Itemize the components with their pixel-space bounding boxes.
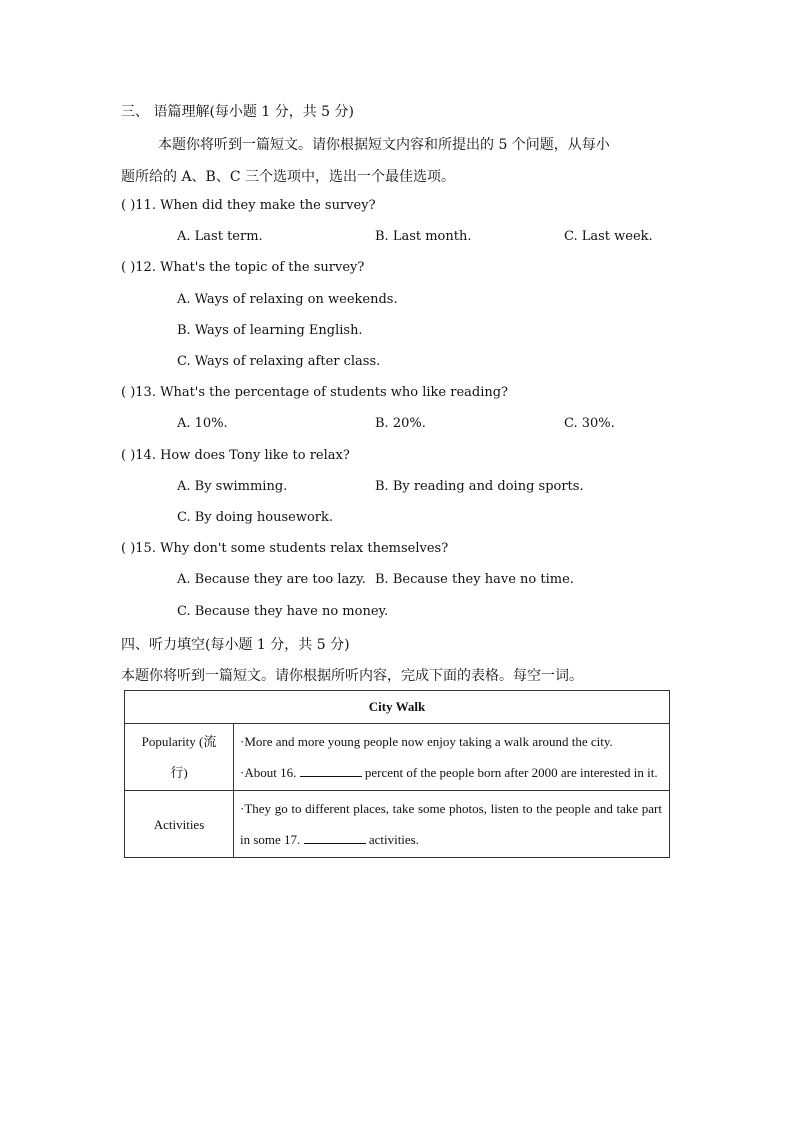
question-stem: 13. What's the percentage of students who like reading? [135, 385, 509, 400]
section-4-instruction: 本题你将听到一篇短文。请你根据所听内容，完成下面的表格。每空一词。 [121, 668, 583, 684]
sentence-text: ·About 16. [240, 765, 300, 780]
question-stem: 14. How does Tony like to relax? [135, 448, 350, 463]
q15-option-b: B. Because they have no time. [375, 572, 574, 587]
question-15 [121, 541, 448, 556]
sentence-text: ·They go to different places, take some photos, listen to the people and take part in some 17. [240, 801, 662, 847]
popularity-sentence-2 [240, 757, 662, 788]
section-4-heading: 四、听力填空(每小题 1 分，共 5 分) [121, 637, 350, 653]
section-3-instruction-line-2: 题所给的 A、B、C 三个选项中，选出一个最佳选项。 [121, 169, 456, 185]
q11-option-b: B. Last month. [375, 229, 472, 244]
answer-bracket[interactable]: ( ) [121, 198, 136, 213]
q14-option-b: B. By reading and doing sports. [375, 479, 584, 494]
table-title: City Walk [125, 691, 670, 724]
q13-option-c: C. 30%. [564, 416, 615, 431]
question-11 [121, 198, 376, 213]
answer-bracket[interactable]: ( ) [121, 448, 136, 463]
section-3-instruction-line-1: 本题你将听到一篇短文。请你根据短文内容和所提出的 5 个问题，从每小 [158, 137, 610, 153]
section-3-heading: 三、 语篇理解(每小题 1 分，共 5 分) [121, 104, 354, 120]
sentence-text: percent of the people born after 2000 are interested in it. [361, 765, 658, 780]
question-stem: 12. What's the topic of the survey? [135, 260, 365, 275]
q14-option-a: A. By swimming. [177, 479, 288, 494]
city-walk-table [124, 690, 670, 858]
q12-option-b: B. Ways of learning English. [177, 323, 363, 338]
blank-17[interactable] [304, 829, 366, 844]
question-stem: 15. Why don't some students relax themselves? [135, 541, 449, 556]
q11-option-a: A. Last term. [177, 229, 263, 244]
table-row-popularity [125, 724, 670, 791]
table-row-activities [125, 791, 670, 858]
q13-option-b: B. 20%. [375, 416, 426, 431]
question-14 [121, 448, 350, 463]
answer-bracket[interactable]: ( ) [121, 385, 136, 400]
question-stem: 11. When did they make the survey? [135, 198, 376, 213]
q14-option-c: C. By doing housework. [177, 510, 334, 525]
popularity-sentence-1: ·More and more young people now enjoy taking a walk around the city. [240, 734, 613, 749]
row-label-popularity [125, 724, 234, 791]
activities-sentence [240, 793, 662, 855]
q15-option-a: A. Because they are too lazy. [177, 572, 366, 587]
answer-bracket[interactable]: ( ) [121, 260, 136, 275]
question-12 [121, 260, 364, 275]
row-label-activities: Activities [125, 791, 234, 858]
row-content-activities [234, 791, 670, 858]
answer-bracket[interactable]: ( ) [121, 541, 136, 556]
q12-option-c: C. Ways of relaxing after class. [177, 354, 381, 369]
row-label-line-2: 行) [170, 765, 188, 780]
q13-option-a: A. 10%. [177, 416, 228, 431]
question-13 [121, 385, 508, 400]
q15-option-c: C. Because they have no money. [177, 604, 389, 619]
blank-16[interactable] [300, 762, 362, 777]
sentence-text: activities. [365, 832, 419, 847]
row-content-popularity [234, 724, 670, 791]
q11-option-c: C. Last week. [564, 229, 653, 244]
row-label-line-1: Popularity (流 [141, 734, 217, 749]
q12-option-a: A. Ways of relaxing on weekends. [177, 292, 398, 307]
